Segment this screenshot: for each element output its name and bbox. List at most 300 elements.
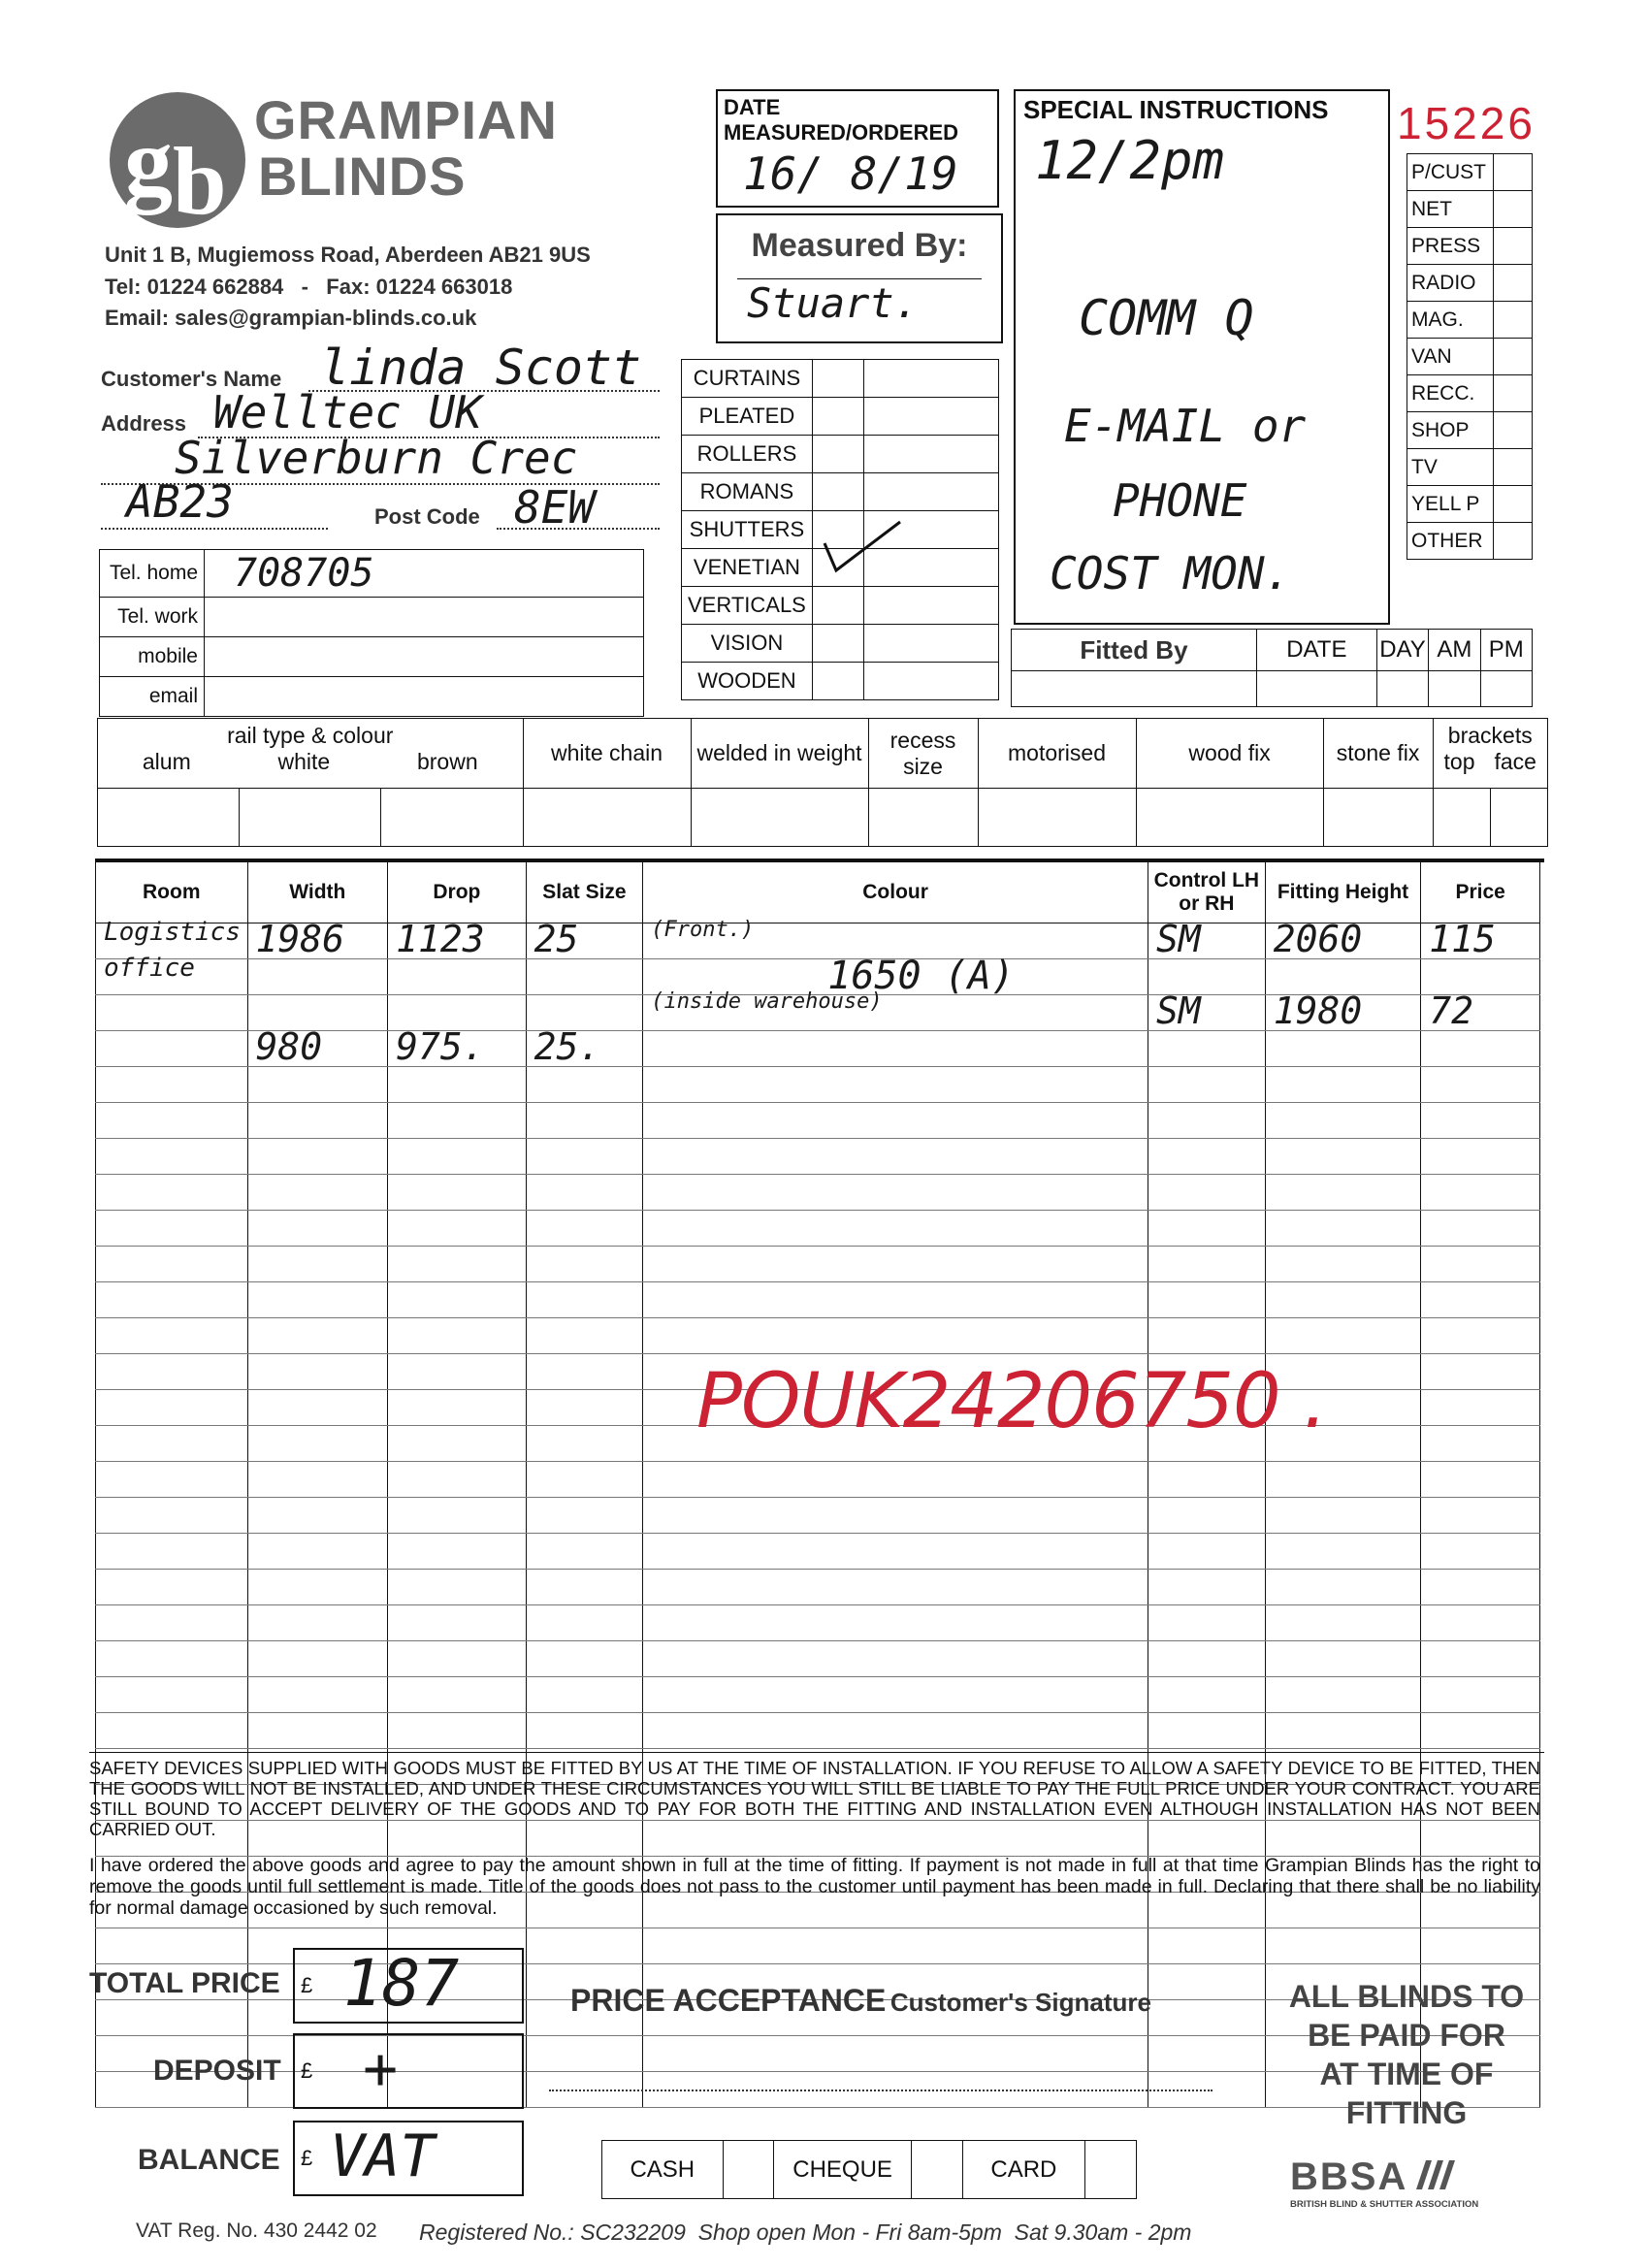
cell-room[interactable]	[96, 1354, 248, 1390]
contact-value[interactable]: 708705	[205, 550, 644, 598]
contact-label: mobile	[100, 637, 205, 677]
cell-colour[interactable]	[643, 1462, 1148, 1498]
cell-colour[interactable]	[643, 1570, 1148, 1605]
cell-control[interactable]	[1148, 1175, 1265, 1211]
cell-colour[interactable]	[643, 1713, 1148, 1749]
cell-price[interactable]	[1421, 1318, 1540, 1354]
company-name-line1: GRAMPIAN	[254, 89, 558, 150]
cell-price[interactable]	[1421, 989, 1540, 1032]
source-checkbox[interactable]	[1493, 228, 1532, 265]
source-checkbox[interactable]	[1493, 523, 1532, 560]
cell-colour[interactable]	[643, 1175, 1148, 1211]
source-label: SHOP	[1407, 412, 1494, 449]
cell-colour[interactable]	[643, 989, 1148, 1031]
cell-colour[interactable]	[643, 1139, 1148, 1175]
alum-label: alum	[142, 749, 191, 774]
special-instructions-time[interactable]: 12/2pm	[1035, 130, 1225, 191]
special-instructions-line1[interactable]: COMM Q	[1079, 290, 1254, 346]
source-row	[1407, 375, 1533, 412]
cell-drop-value: 975.	[396, 1025, 485, 1068]
address-line3[interactable]: AB23	[126, 475, 234, 528]
contact-row	[100, 598, 644, 637]
cell-slat[interactable]	[526, 1426, 643, 1462]
cell-colour[interactable]	[643, 1247, 1148, 1282]
cell-control[interactable]	[1148, 1318, 1265, 1354]
company-email: Email: sales@grampian-blinds.co.uk	[105, 306, 477, 330]
cell-height[interactable]	[1265, 1103, 1421, 1139]
cell-room[interactable]	[96, 1139, 248, 1175]
stone-fix-field[interactable]	[1323, 789, 1433, 847]
welded-label: welded in weight	[691, 719, 868, 789]
cell-colour[interactable]	[643, 1067, 1148, 1103]
contact-value[interactable]	[205, 677, 644, 717]
source-row	[1407, 154, 1533, 191]
measured-by-value[interactable]: Stuart.	[747, 279, 920, 327]
cell-drop[interactable]	[388, 1318, 527, 1354]
fitted-date-value[interactable]	[1256, 671, 1376, 707]
source-label: PRESS	[1407, 228, 1494, 265]
cell-price[interactable]	[1421, 1139, 1540, 1175]
source-checkbox[interactable]	[1493, 265, 1532, 302]
contact-label: email	[100, 677, 205, 717]
cell-control[interactable]	[1148, 1964, 1265, 2000]
cell-colour[interactable]	[643, 1641, 1148, 1677]
cell-slat[interactable]	[526, 1462, 643, 1498]
cell-slat[interactable]	[526, 918, 643, 960]
blind-type-label: CURTAINS	[682, 360, 813, 398]
motorised-label: motorised	[978, 719, 1136, 789]
cell-drop[interactable]	[388, 1605, 527, 1641]
blind-type-notes[interactable]	[863, 625, 998, 663]
date-label: DATE MEASURED/ORDERED	[724, 95, 959, 145]
cell-height[interactable]	[1265, 918, 1421, 960]
cell-control[interactable]	[1148, 1462, 1265, 1498]
blind-type-notes[interactable]	[863, 436, 998, 473]
blind-type-checkbox[interactable]	[812, 360, 863, 398]
white-chain-field[interactable]	[523, 789, 691, 847]
blind-type-checkbox[interactable]	[812, 587, 863, 625]
company-logo	[105, 87, 250, 233]
cell-price[interactable]	[1421, 1928, 1540, 1964]
cell-price[interactable]	[1421, 1462, 1540, 1498]
cell-drop[interactable]	[388, 1067, 527, 1103]
cell-drop[interactable]	[388, 1139, 527, 1175]
source-checkbox[interactable]	[1493, 339, 1532, 375]
cell-slat[interactable]	[526, 1498, 643, 1534]
cell-price[interactable]	[1421, 1103, 1540, 1139]
cell-slat[interactable]	[526, 1175, 643, 1211]
payment-method-table	[601, 2140, 1137, 2199]
cell-price[interactable]	[1421, 918, 1540, 960]
cell-width[interactable]	[247, 1318, 388, 1354]
fitted-by-value[interactable]	[1012, 671, 1257, 707]
cell-room[interactable]	[96, 1534, 248, 1570]
cell-drop[interactable]	[388, 1390, 527, 1426]
cell-slat[interactable]	[526, 1605, 643, 1641]
customer-name-value[interactable]: linda Scott	[320, 340, 642, 396]
source-checkbox[interactable]	[1493, 302, 1532, 339]
cell-slat[interactable]	[526, 1211, 643, 1247]
bbsa-logo	[1290, 2155, 1523, 2210]
cell-colour[interactable]	[643, 1103, 1148, 1139]
cell-price[interactable]	[1421, 1282, 1540, 1318]
balance-box[interactable]	[293, 2121, 524, 2196]
cell-control[interactable]	[1148, 1282, 1265, 1318]
blind-type-checkbox[interactable]	[812, 436, 863, 473]
cell-drop[interactable]	[388, 1247, 527, 1282]
cell-price[interactable]	[1421, 1677, 1540, 1713]
cell-slat[interactable]	[526, 1677, 643, 1713]
cell-drop[interactable]	[388, 1677, 527, 1713]
column-header: Price	[1421, 862, 1540, 923]
cell-control[interactable]	[1148, 918, 1265, 960]
motorised-field[interactable]	[978, 789, 1136, 847]
cell-price[interactable]	[1421, 1534, 1540, 1570]
white-chain-label: white chain	[523, 719, 691, 789]
contact-value[interactable]	[205, 637, 644, 677]
cash-checkbox[interactable]	[723, 2141, 774, 2199]
cell-height[interactable]	[1265, 989, 1421, 1032]
cell-width[interactable]	[247, 1498, 388, 1534]
cell-slat[interactable]	[526, 1534, 643, 1570]
cell-width[interactable]	[247, 1426, 388, 1462]
cell-price[interactable]	[1421, 1713, 1540, 1749]
cell-drop[interactable]	[388, 1211, 527, 1247]
blind-type-notes[interactable]	[863, 473, 998, 511]
blind-type-checkbox[interactable]	[812, 663, 863, 700]
cell-height[interactable]	[1265, 1175, 1421, 1211]
cell-drop[interactable]	[388, 1426, 527, 1462]
cell-room[interactable]	[96, 1175, 248, 1211]
cell-width[interactable]	[247, 1282, 388, 1318]
cell-drop[interactable]	[388, 1498, 527, 1534]
source-row	[1407, 265, 1533, 302]
cell-control[interactable]	[1148, 1498, 1265, 1534]
cell-room[interactable]	[96, 1067, 248, 1103]
cell-drop[interactable]	[388, 1175, 527, 1211]
cell-control[interactable]	[1148, 1605, 1265, 1641]
card-checkbox[interactable]	[1085, 2141, 1137, 2199]
cell-width[interactable]	[247, 1713, 388, 1749]
welded-field[interactable]	[691, 789, 868, 847]
cell-height[interactable]	[1265, 1318, 1421, 1354]
cell-control[interactable]	[1148, 1928, 1265, 1964]
source-checkbox[interactable]	[1493, 154, 1532, 191]
bbsa-tag: BRITISH BLIND & SHUTTER ASSOCIATION	[1290, 2199, 1479, 2210]
cell-width[interactable]	[247, 1139, 388, 1175]
table-row	[96, 1605, 1540, 1641]
source-row	[1407, 523, 1533, 560]
cell-price[interactable]	[1421, 1211, 1540, 1247]
source-checkbox[interactable]	[1493, 191, 1532, 228]
blind-type-notes[interactable]	[863, 587, 998, 625]
cell-width[interactable]	[247, 959, 388, 995]
acceptance-title: PRICE ACCEPTANCE	[570, 1983, 887, 2018]
cell-colour[interactable]	[643, 1031, 1148, 1067]
blind-type-row	[682, 587, 999, 625]
cell-slat[interactable]	[526, 1139, 643, 1175]
check-mark-icon	[823, 522, 910, 580]
blind-type-notes[interactable]	[863, 663, 998, 700]
cell-height[interactable]	[1265, 1247, 1421, 1282]
cell-width[interactable]	[247, 1390, 388, 1426]
cell-drop[interactable]	[388, 1462, 527, 1498]
total-price-box[interactable]	[293, 1948, 524, 2024]
cheque-checkbox[interactable]	[911, 2141, 962, 2199]
source-label: OTHER	[1407, 523, 1494, 560]
cell-height[interactable]	[1265, 1067, 1421, 1103]
cell-control[interactable]	[1148, 1103, 1265, 1139]
cell-drop[interactable]	[388, 1641, 527, 1677]
source-label: RECC.	[1407, 375, 1494, 412]
stone-fix-label: stone fix	[1323, 719, 1433, 789]
cell-slat[interactable]	[526, 959, 643, 995]
cell-room[interactable]	[96, 1570, 248, 1605]
blind-type-checkbox[interactable]	[812, 398, 863, 436]
cell-colour[interactable]	[643, 1318, 1148, 1354]
blind-type-checkbox[interactable]	[812, 549, 863, 587]
blind-type-checkbox[interactable]	[812, 625, 863, 663]
special-instructions-line3[interactable]: PHONE	[1113, 474, 1247, 527]
address-line1[interactable]: Welltec UK	[213, 386, 482, 438]
rail-type-header	[98, 719, 524, 789]
table-row	[96, 1139, 1540, 1175]
cell-width[interactable]	[247, 1534, 388, 1570]
cell-control[interactable]	[1148, 1641, 1265, 1677]
cell-slat[interactable]	[526, 1025, 643, 1068]
cell-room[interactable]	[96, 1211, 248, 1247]
cell-room[interactable]	[96, 954, 248, 995]
cell-width[interactable]	[247, 1103, 388, 1139]
cell-room[interactable]	[96, 1247, 248, 1282]
cell-slat[interactable]	[526, 1713, 643, 1749]
cell-price[interactable]	[1421, 1570, 1540, 1605]
cell-slat[interactable]	[526, 1928, 643, 1964]
cell-room[interactable]	[96, 1641, 248, 1677]
cell-price[interactable]	[1421, 1031, 1540, 1067]
svg-text:b: b	[173, 127, 227, 233]
signature-line[interactable]	[549, 2090, 1212, 2091]
deposit-box[interactable]	[293, 2033, 524, 2109]
deposit-currency: £	[301, 2058, 313, 2083]
cell-slat[interactable]	[526, 1354, 643, 1390]
cell-control[interactable]	[1148, 1570, 1265, 1605]
cell-colour[interactable]	[643, 1498, 1148, 1534]
cell-slat[interactable]	[526, 1103, 643, 1139]
cell-height[interactable]	[1265, 1677, 1421, 1713]
cell-width-value: 1986	[255, 918, 345, 960]
cell-colour[interactable]	[643, 1677, 1148, 1713]
cell-price[interactable]	[1421, 1390, 1540, 1426]
cell-room[interactable]	[96, 1677, 248, 1713]
cell-room-value: Logistics	[104, 918, 241, 947]
cell-control[interactable]	[1148, 1211, 1265, 1247]
bbsa-stripes-icon	[1412, 2158, 1459, 2191]
cell-width[interactable]	[247, 918, 388, 960]
cell-room[interactable]	[96, 1103, 248, 1139]
cell-drop[interactable]	[388, 1025, 527, 1068]
source-checkbox[interactable]	[1493, 412, 1532, 449]
cell-slat[interactable]	[526, 1641, 643, 1677]
cell-room[interactable]	[96, 1498, 248, 1534]
fitted-am-value[interactable]	[1429, 671, 1480, 707]
table-row	[96, 1103, 1540, 1139]
cell-slat[interactable]	[526, 1318, 643, 1354]
cell-room[interactable]	[96, 1318, 248, 1354]
cell-room[interactable]	[96, 1282, 248, 1318]
cell-drop-value: 1123	[396, 918, 485, 960]
cell-slat[interactable]	[526, 1282, 643, 1318]
cell-height[interactable]	[1265, 1570, 1421, 1605]
cell-control[interactable]	[1148, 1534, 1265, 1570]
svg-text:g: g	[124, 108, 173, 215]
cell-price[interactable]	[1421, 1426, 1540, 1462]
date-value[interactable]: 16/ 8/19	[743, 147, 958, 200]
cell-height[interactable]	[1265, 1928, 1421, 1964]
payment-notice	[1251, 1977, 1562, 2132]
order-number: 15226	[1397, 98, 1536, 148]
blind-type-row	[682, 436, 999, 473]
cell-colour[interactable]	[643, 1605, 1148, 1641]
cell-width[interactable]	[247, 1677, 388, 1713]
cell-price[interactable]	[1421, 1067, 1540, 1103]
brackets-top-field[interactable]	[1433, 789, 1490, 847]
cell-drop[interactable]	[388, 918, 527, 960]
cell-price[interactable]	[1421, 1641, 1540, 1677]
special-instructions-box	[1014, 89, 1390, 625]
recess-field[interactable]	[868, 789, 978, 847]
blind-type-row	[682, 360, 999, 398]
source-checkbox[interactable]	[1493, 486, 1532, 523]
cell-drop[interactable]	[388, 1354, 527, 1390]
cell-room[interactable]	[96, 1605, 248, 1641]
cell-room[interactable]	[96, 2000, 248, 2036]
cell-colour[interactable]	[643, 1282, 1148, 1318]
special-instructions-line4[interactable]: COST MON.	[1050, 547, 1292, 599]
cell-width[interactable]	[247, 1570, 388, 1605]
cell-drop[interactable]	[388, 1713, 527, 1749]
cell-control[interactable]	[1148, 1139, 1265, 1175]
cell-control[interactable]	[1148, 2036, 1265, 2072]
brackets-face-field[interactable]	[1490, 789, 1547, 847]
blind-type-checkbox[interactable]	[812, 473, 863, 511]
blind-type-notes[interactable]	[863, 398, 998, 436]
cell-height[interactable]	[1265, 1605, 1421, 1641]
blind-type-label: SHUTTERS	[682, 511, 813, 549]
cell-control[interactable]	[1148, 1677, 1265, 1713]
cell-colour[interactable]	[643, 1211, 1148, 1247]
cell-control[interactable]	[1148, 1713, 1265, 1749]
brown-field[interactable]	[381, 789, 523, 847]
cell-room[interactable]	[96, 1462, 248, 1498]
wood-fix-field[interactable]	[1136, 789, 1323, 847]
cell-control[interactable]	[1148, 1067, 1265, 1103]
cell-width[interactable]	[247, 1025, 388, 1068]
cell-width[interactable]	[247, 1354, 388, 1390]
cell-width[interactable]	[247, 1641, 388, 1677]
cell-width[interactable]	[247, 1605, 388, 1641]
cell-price[interactable]	[1421, 1247, 1540, 1282]
cell-slat[interactable]	[526, 1390, 643, 1426]
cell-room[interactable]	[96, 1390, 248, 1426]
contact-value[interactable]	[205, 598, 644, 637]
address-line2[interactable]: Silverburn Crec	[175, 432, 578, 484]
cell-price[interactable]	[1421, 1354, 1540, 1390]
alum-field[interactable]	[98, 789, 240, 847]
cell-price[interactable]	[1421, 1498, 1540, 1534]
fitted-am-label: AM	[1429, 630, 1480, 671]
cell-width[interactable]	[247, 1462, 388, 1498]
cell-width[interactable]	[247, 1211, 388, 1247]
cell-slat[interactable]	[526, 1247, 643, 1282]
cell-price[interactable]	[1421, 1605, 1540, 1641]
fitted-pm-value[interactable]	[1480, 671, 1532, 707]
special-instructions-line2[interactable]: E-MAIL or	[1064, 400, 1307, 452]
cell-height[interactable]	[1265, 1139, 1421, 1175]
cell-drop[interactable]	[388, 1570, 527, 1605]
cell-slat[interactable]	[526, 1570, 643, 1605]
cell-height[interactable]	[1265, 1534, 1421, 1570]
cell-height[interactable]	[1265, 1498, 1421, 1534]
column-header: Width	[247, 862, 388, 923]
table-row	[96, 1534, 1540, 1570]
column-header: Fitting Height	[1265, 862, 1421, 923]
white-field[interactable]	[240, 789, 381, 847]
cell-height[interactable]	[1265, 1713, 1421, 1749]
fitted-day-label: DAY	[1376, 630, 1428, 671]
cell-room[interactable]	[96, 995, 248, 1031]
cell-room[interactable]	[96, 1928, 248, 1964]
card-label: CARD	[962, 2141, 1085, 2199]
cell-height[interactable]	[1265, 1211, 1421, 1247]
cell-height[interactable]	[1265, 1282, 1421, 1318]
postcode-value[interactable]: 8EW	[514, 481, 596, 534]
table-row	[96, 923, 1540, 959]
cell-width[interactable]	[247, 1247, 388, 1282]
source-label: P/CUST	[1407, 154, 1494, 191]
cell-width[interactable]	[247, 1067, 388, 1103]
cell-width[interactable]	[247, 1175, 388, 1211]
cell-height[interactable]	[1265, 1031, 1421, 1067]
cell-control[interactable]	[1148, 989, 1265, 1032]
cell-control[interactable]	[1148, 1031, 1265, 1067]
cell-control[interactable]	[1148, 1247, 1265, 1282]
cell-height-value: 1980	[1273, 989, 1363, 1032]
cell-colour[interactable]	[643, 1534, 1148, 1570]
cell-slat[interactable]	[526, 2036, 643, 2072]
cell-price[interactable]	[1421, 1175, 1540, 1211]
cell-drop[interactable]	[388, 1103, 527, 1139]
cell-colour[interactable]	[643, 1928, 1148, 1964]
cell-room[interactable]	[96, 1713, 248, 1749]
fitted-day-value[interactable]	[1376, 671, 1428, 707]
blind-type-notes[interactable]	[863, 360, 998, 398]
source-checkbox[interactable]	[1493, 375, 1532, 412]
cell-room[interactable]	[96, 1031, 248, 1067]
cell-height[interactable]	[1265, 1462, 1421, 1498]
cell-drop[interactable]	[388, 959, 527, 995]
cell-control[interactable]	[1148, 2000, 1265, 2036]
cell-slat[interactable]	[526, 1067, 643, 1103]
cell-drop[interactable]	[388, 1534, 527, 1570]
cheque-label: CHEQUE	[774, 2141, 911, 2199]
cell-room[interactable]	[96, 1426, 248, 1462]
source-checkbox[interactable]	[1493, 449, 1532, 486]
cell-drop[interactable]	[388, 1282, 527, 1318]
cell-height[interactable]	[1265, 1641, 1421, 1677]
balance-label: BALANCE	[138, 2144, 280, 2176]
cell-colour[interactable]	[643, 2036, 1148, 2072]
